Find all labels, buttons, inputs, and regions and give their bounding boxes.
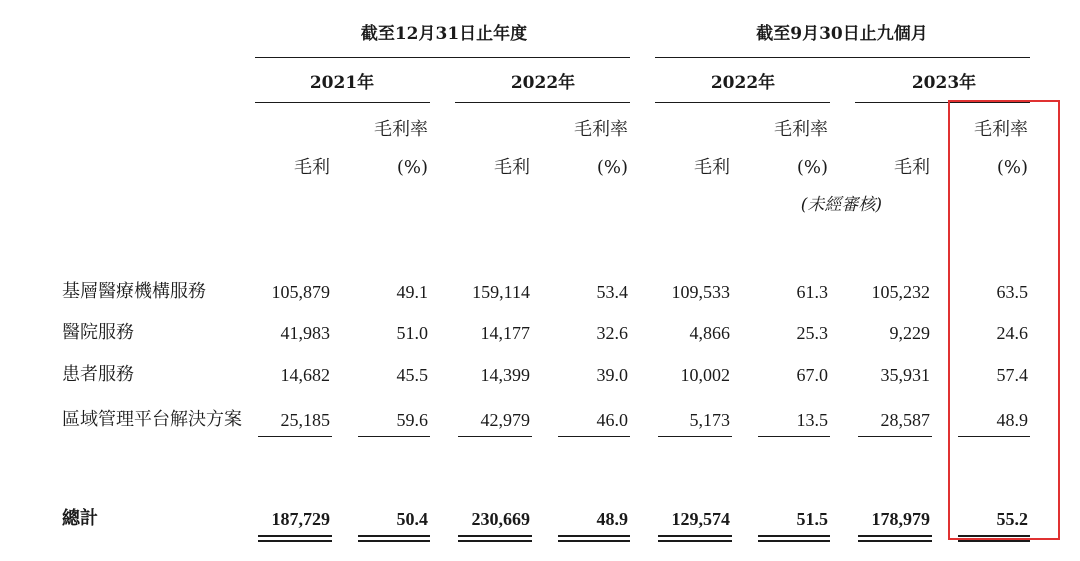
cell-value: 14,682 [280,365,330,385]
col-margin-percent-header: (%) [996,157,1028,178]
year-header-2022-9m: 2022年 [710,73,776,93]
year-header-2021: 2021年 [309,73,375,93]
col-margin-percent-header: (%) [396,157,428,178]
cell-value: 24.6 [996,323,1028,343]
cell-value: 105,879 [271,282,330,302]
cell-value: 14,177 [480,323,530,343]
cell-value: 9,229 [889,323,930,343]
total-rule [958,540,1030,542]
col-gross-profit-header: 毛利 [294,157,330,178]
total-rule [658,535,732,537]
total-rule [858,535,932,537]
cell-value: 46.0 [596,410,628,430]
cell-value: 41,983 [280,323,330,343]
col-gross-profit-header: 毛利 [694,157,730,178]
row-label: 醫院服務 [62,322,134,343]
total-rule [458,535,532,537]
cell-value: 10,002 [680,365,730,385]
subtotal-rule [758,436,830,437]
subtotal-rule [258,436,332,437]
total-rule [358,540,430,542]
total-value: 55.2 [996,509,1028,529]
cell-value: 32.6 [596,323,628,343]
cell-value: 105,232 [871,282,930,302]
cell-value: 67.0 [796,365,828,385]
total-value: 129,574 [671,509,730,529]
cell-value: 4,866 [689,323,730,343]
subtotal-rule [358,436,430,437]
col-gross-profit-header: 毛利 [494,157,530,178]
total-rule [858,540,932,542]
cell-value: 51.0 [396,323,428,343]
total-value: 230,669 [471,509,530,529]
year-rule [455,102,630,103]
cell-value: 13.5 [796,410,828,430]
cell-value: 63.5 [996,282,1028,302]
total-rule [758,540,830,542]
group-rule [655,57,1030,58]
subtotal-rule [858,436,932,437]
total-rule [558,535,630,537]
year-header-2023-9m: 2023年 [911,73,977,93]
col-gross-profit-header: 毛利 [894,157,930,178]
year-rule [655,102,830,103]
total-rule [258,540,332,542]
subtotal-rule [558,436,630,437]
cell-value: 48.9 [996,410,1028,430]
col-margin-percent-header: (%) [596,157,628,178]
subtotal-rule [658,436,732,437]
total-value: 178,979 [871,509,930,529]
group-header-nine-months: 截至9月30日止九個月 [756,24,928,44]
cell-value: 42,979 [480,410,530,430]
cell-value: 159,114 [472,282,530,302]
total-rule [658,540,732,542]
cell-value: 61.3 [796,282,828,302]
col-margin-header: 毛利率 [774,119,828,140]
total-value: 50.4 [396,509,428,529]
subtotal-rule [458,436,532,437]
total-rule [458,540,532,542]
cell-value: 5,173 [689,410,730,430]
cell-value: 53.4 [596,282,628,302]
row-label: 基層醫療機構服務 [62,281,206,302]
cell-value: 45.5 [396,365,428,385]
year-rule [255,102,430,103]
cell-value: 57.4 [996,365,1028,385]
cell-value: 28,587 [880,410,930,430]
cell-value: 59.6 [396,410,428,430]
group-header-full-year: 截至12月31日止年度 [360,24,528,44]
total-value: 51.5 [796,509,828,529]
total-value: 187,729 [271,509,330,529]
col-margin-header: 毛利率 [574,119,628,140]
row-label: 區域管理平台解決方案 [62,409,242,430]
cell-value: 39.0 [596,365,628,385]
group-rule [255,57,630,58]
cell-value: 14,399 [480,365,530,385]
cell-value: 25,185 [280,410,330,430]
unaudited-note: (未經審核) [800,195,882,215]
cell-value: 35,931 [880,365,930,385]
cell-value: 25.3 [796,323,828,343]
total-rule [258,535,332,537]
col-margin-header: 毛利率 [974,119,1028,140]
col-margin-percent-header: (%) [796,157,828,178]
total-value: 48.9 [596,509,628,529]
highlight-box [948,100,1060,540]
col-margin-header: 毛利率 [374,119,428,140]
cell-value: 109,533 [671,282,730,302]
total-rule [758,535,830,537]
row-label: 患者服務 [62,364,134,385]
cell-value: 49.1 [396,282,428,302]
total-rule [558,540,630,542]
total-label: 總計 [62,508,98,529]
total-rule [358,535,430,537]
year-header-2022: 2022年 [510,73,576,93]
